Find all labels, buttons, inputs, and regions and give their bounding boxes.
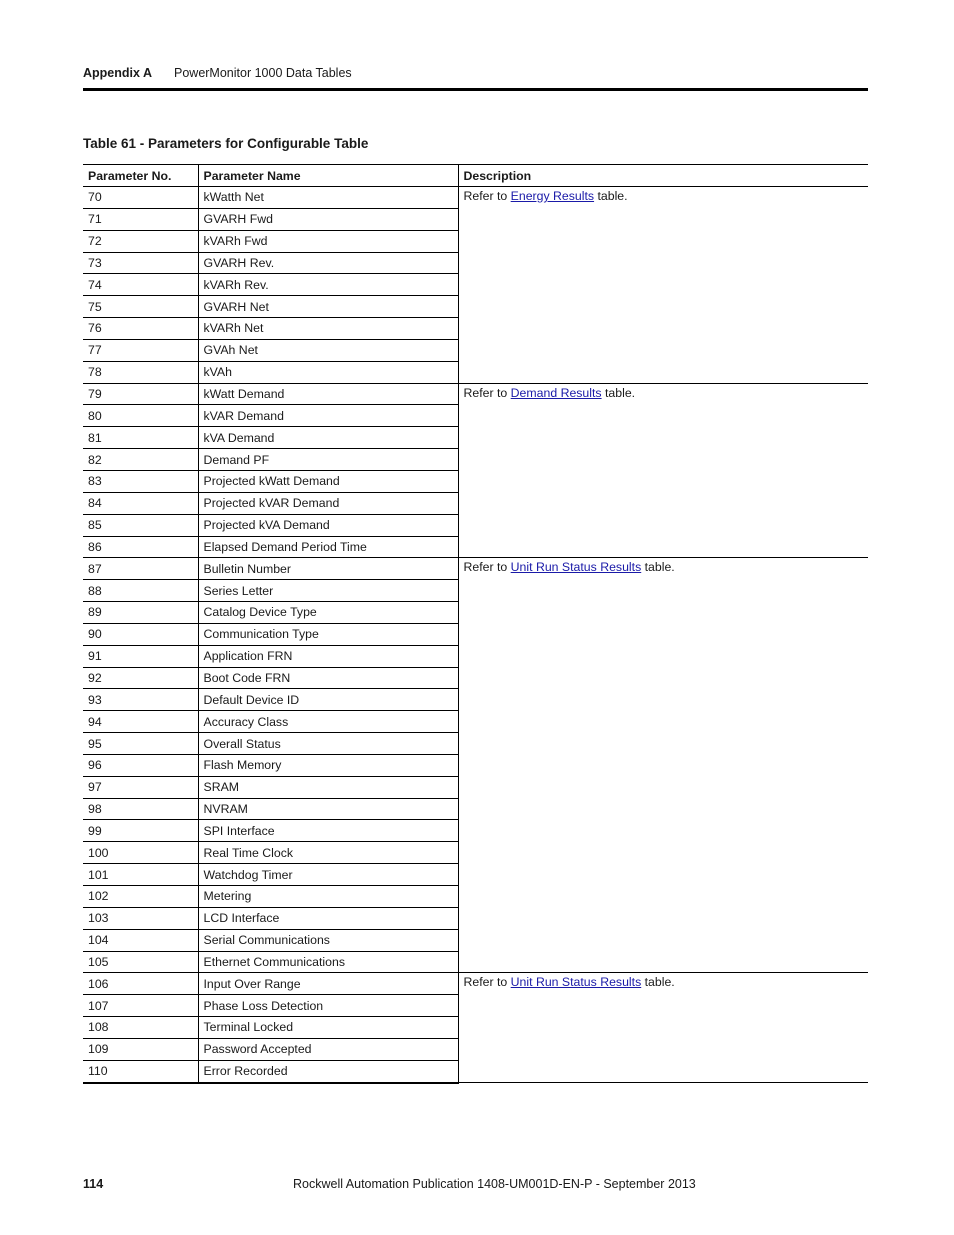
parameters-table <box>83 164 868 1084</box>
parameter-name-cell: Demand PF <box>198 449 458 471</box>
parameter-number-cell: 91 <box>83 645 198 667</box>
description-prefix: Refer to <box>463 385 511 400</box>
parameter-name-cell: Default Device ID <box>198 689 458 711</box>
column-header-description: Description <box>458 165 868 187</box>
parameter-number-cell: 80 <box>83 405 198 427</box>
parameter-number-cell: 105 <box>83 951 198 973</box>
parameter-name-cell: Password Accepted <box>198 1038 458 1060</box>
parameter-number-cell: 107 <box>83 995 198 1017</box>
parameter-name-cell: Projected kVAR Demand <box>198 492 458 514</box>
parameter-name-cell: Bulletin Number <box>198 558 458 580</box>
parameter-number-cell: 86 <box>83 536 198 558</box>
parameter-name-cell: GVARH Fwd <box>198 208 458 230</box>
column-header-parameter-no: Parameter No. <box>83 165 198 187</box>
description-suffix: table. <box>641 560 675 575</box>
page-header <box>83 66 868 90</box>
table-row <box>83 558 868 580</box>
parameter-number-cell: 95 <box>83 733 198 755</box>
parameter-number-cell: 109 <box>83 1038 198 1060</box>
parameter-name-cell: Watchdog Timer <box>198 864 458 886</box>
parameter-number-cell: 108 <box>83 1017 198 1039</box>
table-row <box>83 383 868 405</box>
parameter-number-cell: 100 <box>83 842 198 864</box>
table-header-row <box>83 165 868 187</box>
description-prefix: Refer to <box>463 975 511 990</box>
parameter-name-cell: kVA Demand <box>198 427 458 449</box>
reference-link[interactable]: Energy Results <box>510 189 595 203</box>
description-prefix: Refer to <box>463 560 511 575</box>
parameter-name-cell: Flash Memory <box>198 754 458 776</box>
parameter-number-cell: 79 <box>83 383 198 405</box>
parameters-table-container <box>83 164 868 1084</box>
parameter-name-cell: Projected kVA Demand <box>198 514 458 536</box>
reference-link[interactable]: Demand Results <box>510 385 602 400</box>
description-prefix: Refer to <box>463 189 511 203</box>
description-suffix: table. <box>641 975 675 990</box>
parameter-number-cell: 81 <box>83 427 198 449</box>
parameter-name-cell: Metering <box>198 886 458 908</box>
parameter-name-cell: Real Time Clock <box>198 842 458 864</box>
parameter-number-cell: 98 <box>83 798 198 820</box>
description-suffix: table. <box>601 385 636 400</box>
parameter-name-cell: Boot Code FRN <box>198 667 458 689</box>
parameter-number-cell: 78 <box>83 361 198 383</box>
parameter-number-cell: 73 <box>83 252 198 274</box>
parameter-name-cell: kWatth Net <box>198 187 458 209</box>
parameter-number-cell: 82 <box>83 449 198 471</box>
reference-link[interactable]: Unit Run Status Results <box>510 975 642 990</box>
parameter-name-cell: kVARh Rev. <box>198 274 458 296</box>
parameter-name-cell: LCD Interface <box>198 907 458 929</box>
parameter-number-cell: 96 <box>83 754 198 776</box>
chapter-title: PowerMonitor 1000 Data Tables <box>174 66 352 80</box>
parameter-number-cell: 89 <box>83 602 198 624</box>
parameter-number-cell: 101 <box>83 864 198 886</box>
parameter-number-cell: 99 <box>83 820 198 842</box>
parameter-number-cell: 106 <box>83 973 198 995</box>
parameter-name-cell: Elapsed Demand Period Time <box>198 536 458 558</box>
parameter-name-cell: kWatt Demand <box>198 383 458 405</box>
parameter-name-cell: Communication Type <box>198 623 458 645</box>
column-header-parameter-name: Parameter Name <box>198 165 458 187</box>
parameter-number-cell: 110 <box>83 1060 198 1082</box>
parameter-number-cell: 74 <box>83 274 198 296</box>
parameter-number-cell: 85 <box>83 514 198 536</box>
parameter-name-cell: NVRAM <box>198 798 458 820</box>
table-body <box>83 187 868 1083</box>
parameter-name-cell: kVAR Demand <box>198 405 458 427</box>
parameter-name-cell: Phase Loss Detection <box>198 995 458 1017</box>
parameter-name-cell: GVARH Rev. <box>198 252 458 274</box>
parameter-name-cell: SRAM <box>198 776 458 798</box>
parameter-number-cell: 84 <box>83 492 198 514</box>
parameter-name-cell: kVAh <box>198 361 458 383</box>
parameter-name-cell: Error Recorded <box>198 1060 458 1082</box>
parameter-name-cell: Application FRN <box>198 645 458 667</box>
parameter-number-cell: 72 <box>83 230 198 252</box>
parameter-number-cell: 71 <box>83 208 198 230</box>
parameter-name-cell: Accuracy Class <box>198 711 458 733</box>
parameter-number-cell: 103 <box>83 907 198 929</box>
table-row <box>83 973 868 995</box>
publication-info: Rockwell Automation Publication 1408-UM001D-EN-P - September 2013 <box>293 1177 696 1191</box>
parameter-number-cell: 93 <box>83 689 198 711</box>
parameter-number-cell: 104 <box>83 929 198 951</box>
parameter-number-cell: 83 <box>83 470 198 492</box>
parameter-number-cell: 70 <box>83 187 198 209</box>
parameter-name-cell: Input Over Range <box>198 973 458 995</box>
description-suffix: table. <box>594 189 628 203</box>
parameter-number-cell: 88 <box>83 580 198 602</box>
parameter-name-cell: kVARh Net <box>198 318 458 340</box>
description-cell <box>458 187 868 384</box>
parameter-number-cell: 87 <box>83 558 198 580</box>
parameter-number-cell: 92 <box>83 667 198 689</box>
parameter-name-cell: Ethernet Communications <box>198 951 458 973</box>
parameter-number-cell: 94 <box>83 711 198 733</box>
parameter-number-cell: 76 <box>83 318 198 340</box>
parameter-name-cell: Overall Status <box>198 733 458 755</box>
parameter-name-cell: kVARh Fwd <box>198 230 458 252</box>
parameter-name-cell: Serial Communications <box>198 929 458 951</box>
description-cell <box>458 973 868 1083</box>
parameter-name-cell: GVARH Net <box>198 296 458 318</box>
parameter-number-cell: 102 <box>83 886 198 908</box>
parameter-name-cell: Projected kWatt Demand <box>198 470 458 492</box>
table-row <box>83 187 868 209</box>
parameter-name-cell: GVAh Net <box>198 339 458 361</box>
parameter-number-cell: 90 <box>83 623 198 645</box>
parameter-name-cell: SPI Interface <box>198 820 458 842</box>
description-cell <box>458 383 868 558</box>
parameter-number-cell: 97 <box>83 776 198 798</box>
parameter-name-cell: Terminal Locked <box>198 1017 458 1039</box>
parameter-number-cell: 77 <box>83 339 198 361</box>
parameter-number-cell: 75 <box>83 296 198 318</box>
table-title: Table 61 - Parameters for Configurable Table <box>83 136 369 151</box>
page-number: 114 <box>83 1177 104 1191</box>
appendix-label: Appendix A <box>83 66 152 80</box>
parameter-name-cell: Series Letter <box>198 580 458 602</box>
description-cell <box>458 558 868 973</box>
header-rule <box>83 88 868 91</box>
reference-link[interactable]: Unit Run Status Results <box>510 560 642 575</box>
parameter-name-cell: Catalog Device Type <box>198 602 458 624</box>
